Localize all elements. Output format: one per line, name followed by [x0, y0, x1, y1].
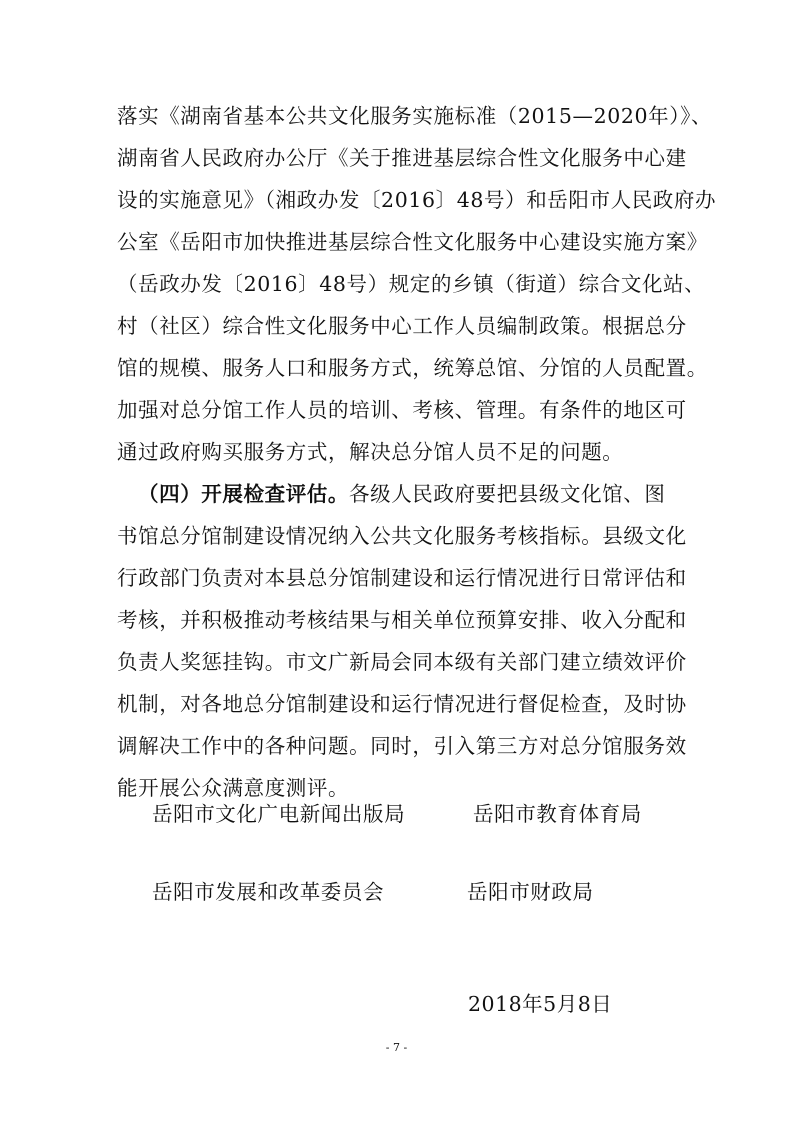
text-line: 馆的规模、服务人口和服务方式，统筹总馆、分馆的人员配置。: [117, 356, 708, 380]
signatory-finance-bureau: 岳阳市财政局: [467, 880, 594, 904]
text-line: 考核，并积极推动考核结果与相关单位预算安排、收入分配和: [117, 608, 687, 632]
text-line: 机制，对各地总分馆制建设和运行情况进行督促检查，及时协: [117, 692, 687, 716]
text-line: （岳政办发〔2016〕48号）规定的乡镇（街道）综合文化站、: [117, 272, 706, 296]
text-line: 书馆总分馆制建设情况纳入公共文化服务考核指标。县级文化: [117, 524, 687, 548]
text-line: 行政部门负责对本县总分馆制建设和运行情况进行日常评估和: [117, 566, 687, 590]
text-line: 通过政府购买服务方式，解决总分馆人员不足的问题。: [117, 440, 624, 464]
text-line: 能开展公众满意度测评。: [117, 776, 350, 800]
text-line: 湖南省人民政府办公厅《关于推进基层综合性文化服务中心建: [117, 146, 687, 170]
text-line: 设的实施意见》（湘政办发〔2016〕48号）和岳阳市人民政府办: [117, 188, 717, 212]
text-line: 负责人奖惩挂钩。市文广新局会同本级有关部门建立绩效评价: [117, 650, 687, 674]
document-date: 2018年5月8日: [468, 992, 613, 1016]
signatory-culture-bureau: 岳阳市文化广电新闻出版局: [152, 802, 406, 826]
page-number: - 7 -: [385, 1041, 408, 1054]
text-line: 加强对总分馆工作人员的培训、考核、管理。有条件的地区可: [117, 398, 687, 422]
text-line: 村（社区）综合性文化服务中心工作人员编制政策。根据总分: [117, 314, 687, 338]
signatory-development-commission: 岳阳市发展和改革委员会: [152, 880, 385, 904]
text-line: [138, 479, 666, 509]
signatory-education-bureau: 岳阳市教育体育局: [473, 802, 642, 826]
section-heading: （四）开展检查评估。: [138, 482, 349, 506]
text-line: 落实《湖南省基本公共文化服务实施标准（2015—2020年）》、: [117, 104, 713, 128]
text-span: 各级人民政府要把县级文化馆、图: [349, 482, 666, 506]
text-line: 调解决工作中的各种问题。同时，引入第三方对总分馆服务效: [117, 734, 687, 758]
text-line: 公室《岳阳市加快推进基层综合性文化服务中心建设实施方案》: [117, 230, 708, 254]
